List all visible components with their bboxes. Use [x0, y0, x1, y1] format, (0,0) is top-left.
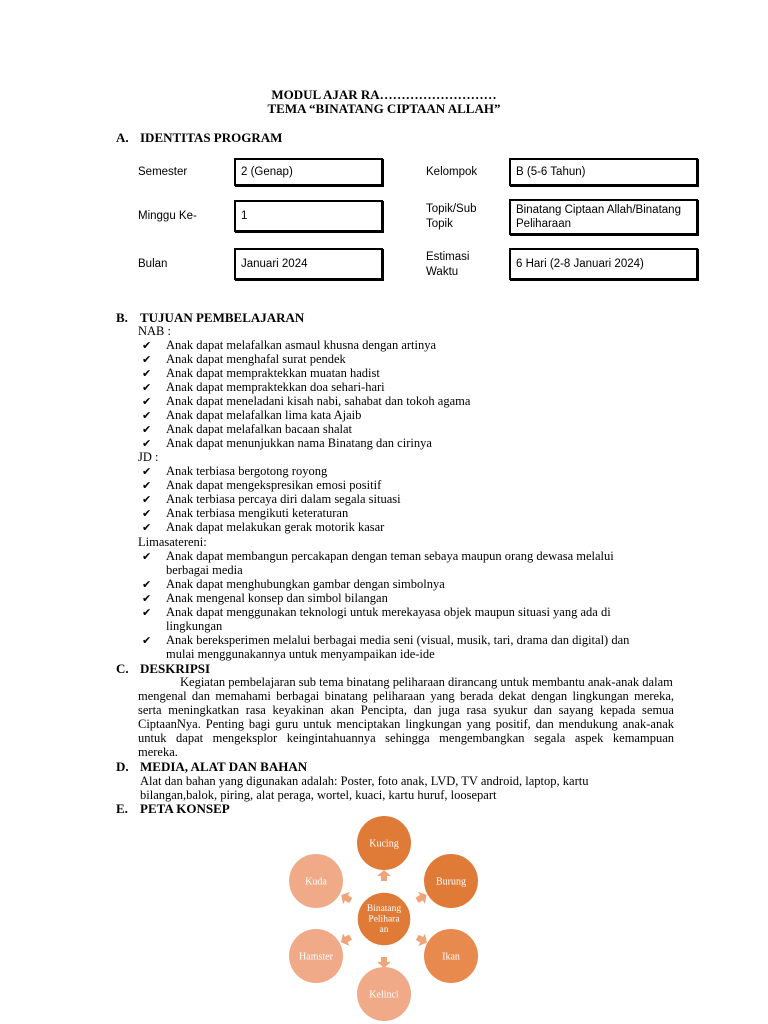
check-icon: ✔ — [142, 382, 152, 394]
concept-center-label: an — [379, 925, 389, 935]
list-item-text: Anak dapat melafalkan lima kata Ajaib — [166, 408, 362, 422]
concept-map-nodes — [289, 816, 478, 1021]
list-item-text: Anak dapat mempraktekkan muatan hadist — [166, 366, 380, 380]
arrow-icon — [377, 957, 391, 968]
concept-node-label: Ikan — [442, 951, 460, 963]
semester-value: 2 (Genap) — [241, 166, 293, 178]
list-item-text: Anak dapat melafalkan bacaan shalat — [166, 422, 353, 436]
list-item-text: Anak dapat membangun percakapan dengan teman sebaya maupun orang dewasa melalui — [166, 549, 614, 563]
kelompok-label: Kelompok — [426, 166, 478, 178]
list-item-text: lingkungan — [166, 619, 223, 633]
concept-node — [424, 929, 478, 983]
document-title-line-1: MODUL AJAR RA……………………… — [271, 87, 497, 102]
list-item-text: Anak mengenal konsep dan simbol bilangan — [166, 591, 388, 605]
check-icon: ✔ — [142, 354, 152, 366]
list-item-text: Anak dapat menggunakan teknologi untuk merekayasa objek maupun situasi yang ada di — [166, 605, 611, 619]
nab-label: NAB : — [138, 324, 171, 338]
check-icon: ✔ — [142, 480, 152, 492]
concept-node — [289, 929, 343, 983]
list-item-text: Anak dapat melakukan gerak motorik kasar — [166, 520, 385, 534]
list-item-text: Anak dapat melafalkan asmaul khusna dengan artinya — [166, 338, 437, 352]
list-item-text: Anak dapat mempraktekkan doa sehari-hari — [166, 380, 385, 394]
estimasi-label-line-2: Waktu — [426, 266, 459, 278]
check-icon: ✔ — [142, 508, 152, 520]
bulan-value: Januari 2024 — [241, 258, 308, 270]
topik-value-line-1: Binatang Ciptaan Allah/Binatang — [516, 204, 681, 216]
deskripsi-line: mengenal dan memahami berbagai binatang peliharaan yang berada dekat dengan lingkungan mereka, — [138, 689, 674, 703]
deskripsi-line: untuk dapat mengeksplor keingintahuannya sehingga mengembangkan segala aspek kemampuan — [138, 731, 674, 745]
list-item-text: Anak dapat mengekspresikan emosi positif — [166, 478, 382, 492]
deskripsi-line: mereka. — [138, 745, 178, 759]
check-icon: ✔ — [142, 579, 152, 591]
jd-label: JD : — [138, 450, 159, 464]
minggu-label: Minggu Ke- — [138, 210, 197, 222]
check-icon: ✔ — [142, 438, 152, 450]
semester-label: Semester — [138, 166, 188, 178]
section-a-letter: A. — [116, 130, 129, 145]
concept-node — [424, 854, 478, 908]
check-icon: ✔ — [142, 607, 152, 619]
check-icon: ✔ — [142, 551, 152, 563]
concept-node-label: Burung — [436, 876, 466, 888]
section-a-title: IDENTITAS PROGRAM — [140, 130, 283, 145]
section-e-letter: E. — [116, 801, 128, 816]
concept-center-node — [357, 892, 411, 946]
deskripsi-line: Kegiatan pembelajaran sub tema binatang peliharaan dirancang untuk membantu anak-anak dalam — [180, 675, 673, 689]
limasatereni-label: Limasatereni: — [138, 535, 207, 549]
check-icon: ✔ — [142, 466, 152, 478]
section-b-letter: B. — [116, 310, 128, 325]
check-icon: ✔ — [142, 635, 152, 647]
check-icon: ✔ — [142, 494, 152, 506]
concept-node-label: Kucing — [369, 838, 399, 850]
media-line: bilangan,balok, piring, alat peraga, wortel, kuaci, kartu huruf, loosepart — [140, 788, 497, 802]
topik-value-line-2: Peliharaan — [516, 218, 571, 230]
check-icon: ✔ — [142, 522, 152, 534]
check-icon: ✔ — [142, 340, 152, 352]
concept-node — [357, 816, 411, 870]
list-item-text: Anak terbiasa mengikuti keteraturan — [166, 506, 349, 520]
concept-node — [357, 967, 411, 1021]
bulan-label: Bulan — [138, 258, 168, 270]
estimasi-value: 6 Hari (2-8 Januari 2024) — [516, 258, 644, 270]
list-item-text: Anak terbiasa bergotong royong — [166, 464, 328, 478]
check-icon: ✔ — [142, 424, 152, 436]
list-item-text: berbagai media — [166, 563, 243, 577]
estimasi-label-line-1: Estimasi — [426, 251, 470, 263]
section-e-title: PETA KONSEP — [140, 801, 230, 816]
section-d-title: MEDIA, ALAT DAN BAHAN — [140, 759, 308, 774]
concept-node-label: Kelinci — [369, 989, 399, 1001]
check-icon: ✔ — [142, 410, 152, 422]
list-item-text: Anak dapat meneladani kisah nabi, sahabat dan tokoh agama — [166, 394, 471, 408]
concept-node — [289, 854, 343, 908]
list-item-text: Anak dapat menunjukkan nama Binatang dan cirinya — [166, 436, 432, 450]
minggu-value: 1 — [241, 210, 248, 222]
check-icon: ✔ — [142, 396, 152, 408]
concept-center-label: Binatang — [366, 904, 402, 914]
topik-label-line-2: Topik — [426, 218, 453, 230]
list-item-text: Anak dapat menghafal surat pendek — [166, 352, 346, 366]
kelompok-value: B (5-6 Tahun) — [516, 166, 586, 178]
section-c-title: DESKRIPSI — [140, 661, 211, 676]
deskripsi-line: CiptaanNya. Penting bagi guru untuk menciptakan lingkungan yang positif, dan mendukung anak-anak — [138, 717, 674, 731]
concept-node-label: Hamster — [299, 951, 333, 963]
section-b-title: TUJUAN PEMBELAJARAN — [140, 310, 305, 325]
list-item-text: mulai menggunakannya untuk menyampaikan ide-ide — [166, 647, 435, 661]
concept-node-label: Kuda — [305, 876, 327, 888]
topik-label-line-1: Topik/Sub — [426, 203, 477, 215]
concept-center-label: Pelihara — [368, 914, 400, 925]
media-line: Alat dan bahan yang digunakan adalah: Poster, foto anak, LVD, TV android, laptop, kartu — [140, 774, 589, 788]
arrow-icon — [377, 870, 391, 881]
check-icon: ✔ — [142, 368, 152, 380]
list-item-text: Anak terbiasa percaya diri dalam segala situasi — [166, 492, 401, 506]
check-icon: ✔ — [142, 593, 152, 605]
section-d-letter: D. — [116, 759, 129, 774]
section-c-letter: C. — [116, 661, 129, 676]
document-title-line-2: TEMA “BINATANG CIPTAAN ALLAH” — [267, 101, 501, 116]
list-item-text: Anak bereksperimen melalui berbagai media seni (visual, musik, tari, drama dan digital) dan — [166, 633, 630, 647]
list-item-text: Anak dapat menghubungkan gambar dengan simbolnya — [166, 577, 445, 591]
deskripsi-line: serta meningkatkan rasa keyakinan akan Pencipta, dan juga rasa syukur dan sayang kepada semua — [138, 703, 674, 717]
